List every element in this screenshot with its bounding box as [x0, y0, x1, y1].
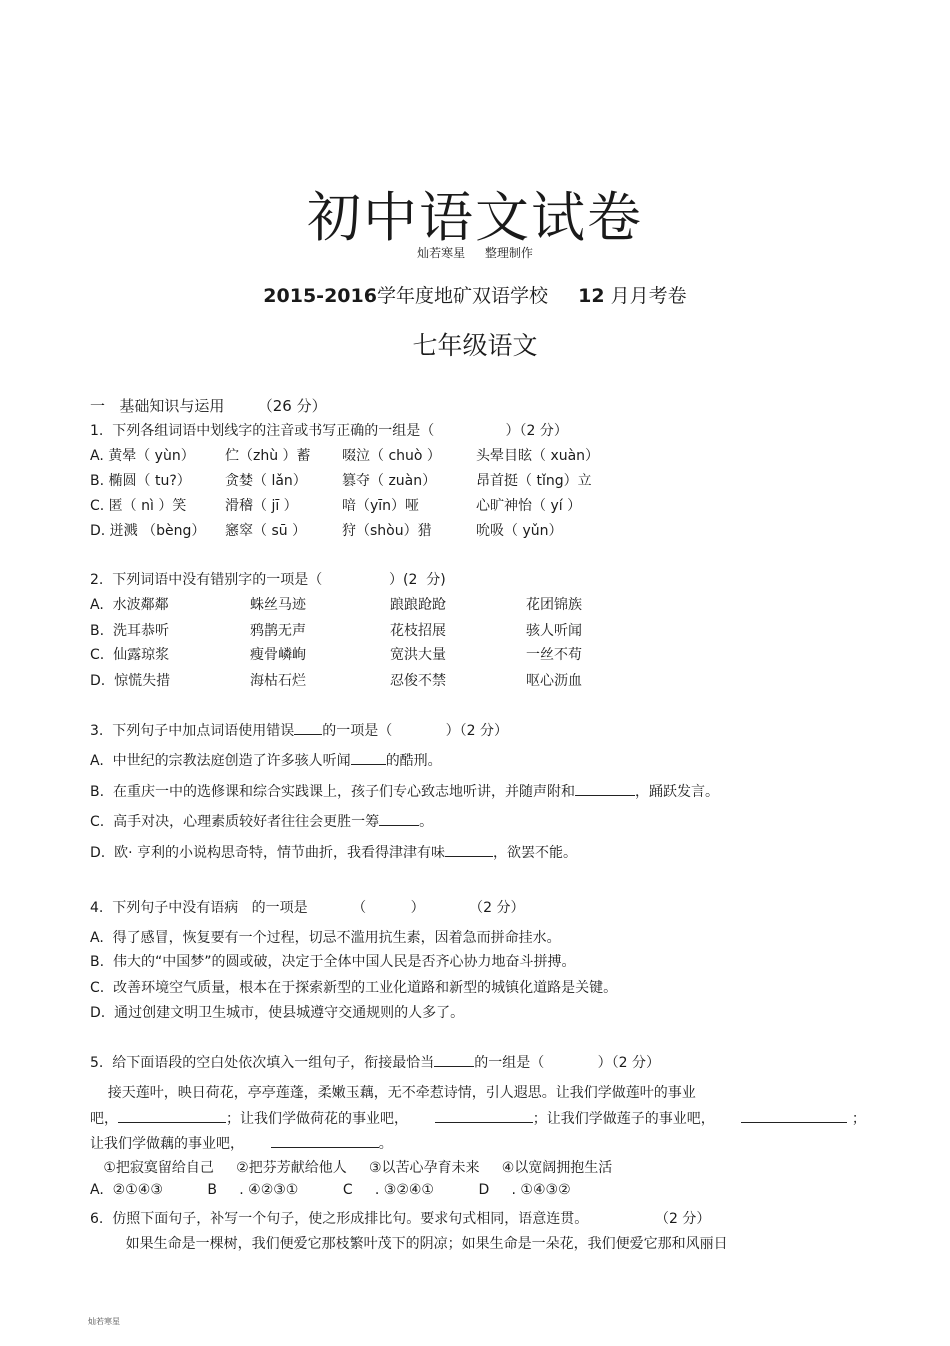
q1-option-cell: C. 匿（ nì ）笑 [90, 498, 187, 514]
q1-option-cell: 篡夺（ zuàn） [342, 473, 437, 489]
q2-option-cell: 踉踉跄跄 [390, 597, 446, 613]
q2-option-cell: 鸦鹊无声 [250, 623, 306, 639]
q1-option-cell: 头晕目眩（ xuàn） [476, 448, 600, 464]
q3-stem: 3. 下列句子中加点词语使用错误 的一项是（ ）（2 分） [90, 720, 508, 740]
q2-option-cell: C. 仙露琼浆 [90, 647, 170, 663]
q1-option-cell: 昂首挺（ tǐng）立 [476, 473, 592, 489]
q5-passage-3: 让我们学做藕的事业吧， 。 [90, 1133, 393, 1153]
q1-option-cell: 心旷神怡（ yí ） [476, 498, 582, 514]
q4-option-a: A. 得了感冒，恢复要有一个过程，切忌不滥用抗生素，因着急而拼命挂水。 [90, 930, 561, 946]
q1-option-cell: 伫（zhù ）蓄 [225, 448, 311, 464]
q1-stem: 1. 下列各组词语中划线字的注音或书写正确的一组是（ ）（2 分） [90, 423, 568, 439]
q1-option-cell: 贪婪（ lǎn） [225, 473, 307, 489]
q6-stem: 6. 仿照下面句子，补写一个句子，使之形成排比句。要求句式相同，语意连贯。 （2 分） [90, 1211, 711, 1227]
exam-month: 12 [578, 285, 605, 307]
q2-option-cell: 花枝招展 [390, 623, 446, 639]
q2-option-cell: A. 水波鄰鄰 [90, 597, 169, 613]
q2-stem: 2. 下列词语中没有错别字的一项是（ ）(2 分) [90, 572, 446, 588]
q1-option-cell: B. 椭圆（ tu?） [90, 473, 191, 489]
footer-credit: 灿若寒星 [88, 1317, 120, 1326]
q5-answer-choices: A. ②①④③ B . ④②③① C . ③②④① D . ①④③② [90, 1182, 571, 1198]
q3-option-a: A. 中世纪的宗教法庭创造了许多骇人听闻 的酷刑。 [90, 750, 442, 770]
q4-stem: 4. 下列句子中没有语病 的一项是 （ ） （2 分） [90, 900, 525, 916]
q1-option-cell: 吮吸（ yǔn） [476, 523, 563, 539]
q3-option-c: C. 高手对决，心理素质较好者往往会更胜一筹 。 [90, 811, 433, 831]
q5-stem: 5. 给下面语段的空白处依次填入一组句子，衔接最恰当 的一组是（ ）（2 分） [90, 1052, 660, 1072]
q2-option-cell: 呕心沥血 [526, 673, 582, 689]
q2-option-cell: 骇人听闻 [526, 623, 582, 639]
q2-option-cell: 花团锦族 [526, 597, 582, 613]
q5-blank-3[interactable] [741, 1108, 847, 1123]
q6-passage-1: 如果生命是一棵树，我们便爱它那枝繁叶茂下的阴凉；如果生命是一朵花，我们便爱它那和风丽日 [90, 1236, 728, 1252]
q2-option-cell: 一丝不苟 [526, 647, 582, 663]
q3-option-b: B. 在重庆一中的选修课和综合实践课上，孩子们专心致志地听讲，并随声附和 ，踊跃发言。 [90, 781, 719, 801]
credit-line [0, 244, 950, 261]
q5-passage-1: 接天莲叶，映日荷花，亭亭莲蓬，柔嫩玉藕，无不牵惹诗情，引人遐思。让我们学做莲叶的事业 [90, 1085, 696, 1101]
exam-year: 2015-2016 [263, 285, 377, 307]
q1-option-cell: 滑稽（ jī ） [225, 498, 298, 514]
exam-name [0, 281, 950, 308]
q1-option-cell: 喑（yīn）哑 [342, 498, 420, 514]
q1-option-cell: A. 黄晕（ yùn） [90, 448, 195, 464]
q5-blank-4[interactable] [271, 1133, 379, 1148]
page-title: 初中语文试卷 [307, 186, 643, 249]
q4-option-b: B. 伟大的“中国梦”的圆或破，决定于全体中国人民是否齐心协力地奋斗拼搏。 [90, 954, 576, 970]
q5-blank-1[interactable] [118, 1108, 226, 1123]
q4-option-c: C. 改善环境空气质量，根本在于探索新型的工业化道路和新型的城镇化道路是关键。 [90, 980, 618, 996]
exam-suffix: 月月考卷 [610, 285, 687, 307]
q3-option-d: D. 欧· 亨利的小说构思奇特，情节曲折，我看得津津有味 ，欲罢不能。 [90, 842, 577, 862]
q2-option-cell: 宽洪大量 [390, 647, 446, 663]
q2-option-cell: 蛛丝马迹 [250, 597, 306, 613]
q2-option-cell: B. 洗耳恭听 [90, 623, 169, 639]
q2-option-cell: 忍俊不禁 [390, 673, 446, 689]
grade-subject: 七年级语文 [412, 331, 538, 360]
q2-option-cell: 海枯石烂 [250, 673, 306, 689]
q1-option-cell: 狩（shòu）猎 [342, 523, 432, 539]
q2-option-cell: 瘦骨嶙峋 [250, 647, 306, 663]
q2-option-cell: D. 惊慌失措 [90, 673, 171, 689]
exam-school: 学年度地矿双语学校 [376, 285, 548, 307]
q5-sentence-options: ①把寂寞留给自己 ②把芬芳献给他人 ③以苦心孕育未来 ④以宽阔拥抱生活 [90, 1160, 613, 1176]
q4-option-d: D. 通过创建文明卫生城市，使县城遵守交通规则的人多了。 [90, 1005, 465, 1021]
q1-option-cell: 窸窣（ sū ） [225, 523, 307, 539]
section-1-heading: 一 基础知识与运用 （26 分） [90, 397, 327, 415]
q1-option-cell: D. 迸溅 （bèng） [90, 523, 206, 539]
q5-passage-2: 吧， ；让我们学做荷花的事业吧， ；让我们学做莲子的事业吧， ； [90, 1108, 866, 1128]
q1-option-cell: 啜泣（ chuò ） [342, 448, 441, 464]
credit-left: 灿若寒星 [417, 246, 466, 260]
credit-right: 整理制作 [484, 246, 533, 260]
q5-blank-2[interactable] [435, 1108, 533, 1123]
